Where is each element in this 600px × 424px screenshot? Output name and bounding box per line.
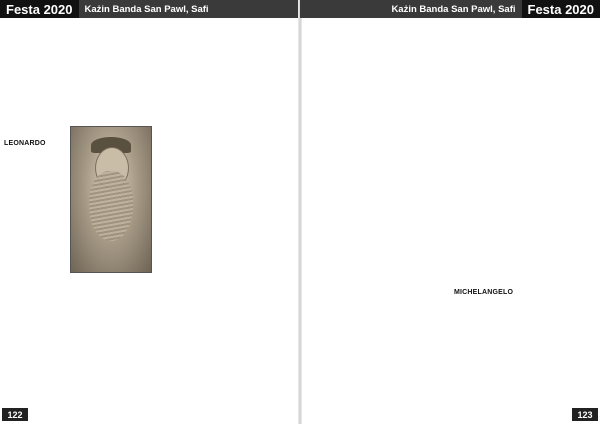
left-column-2 [152, 22, 295, 404]
left-header-kazin: Każin Banda San Pawl, Safi [79, 0, 301, 18]
right-header-kazin: Każin Banda San Pawl, Safi [300, 0, 522, 18]
right-col2-top-text [454, 22, 596, 284]
right-column-2 [454, 22, 596, 404]
left-col1-lower-text [4, 304, 147, 404]
right-header-festa: Festa 2020 [522, 0, 600, 18]
page-number-right: 123 [572, 408, 598, 421]
leonardo-portrait-image [70, 126, 152, 273]
left-header-festa: Festa 2020 [0, 0, 79, 18]
leonardo-subheading: LEONARDO [4, 140, 46, 147]
left-header [0, 0, 300, 18]
right-page [300, 0, 600, 424]
page-number-left: 122 [2, 408, 28, 421]
right-col2-bottom-text [454, 297, 596, 404]
left-col1-top-text [4, 22, 147, 134]
michelangelo-subheading: MICHELANGELO [454, 289, 514, 296]
right-column-1 [306, 22, 449, 404]
portrait-beard [89, 171, 133, 241]
right-header [300, 0, 600, 18]
